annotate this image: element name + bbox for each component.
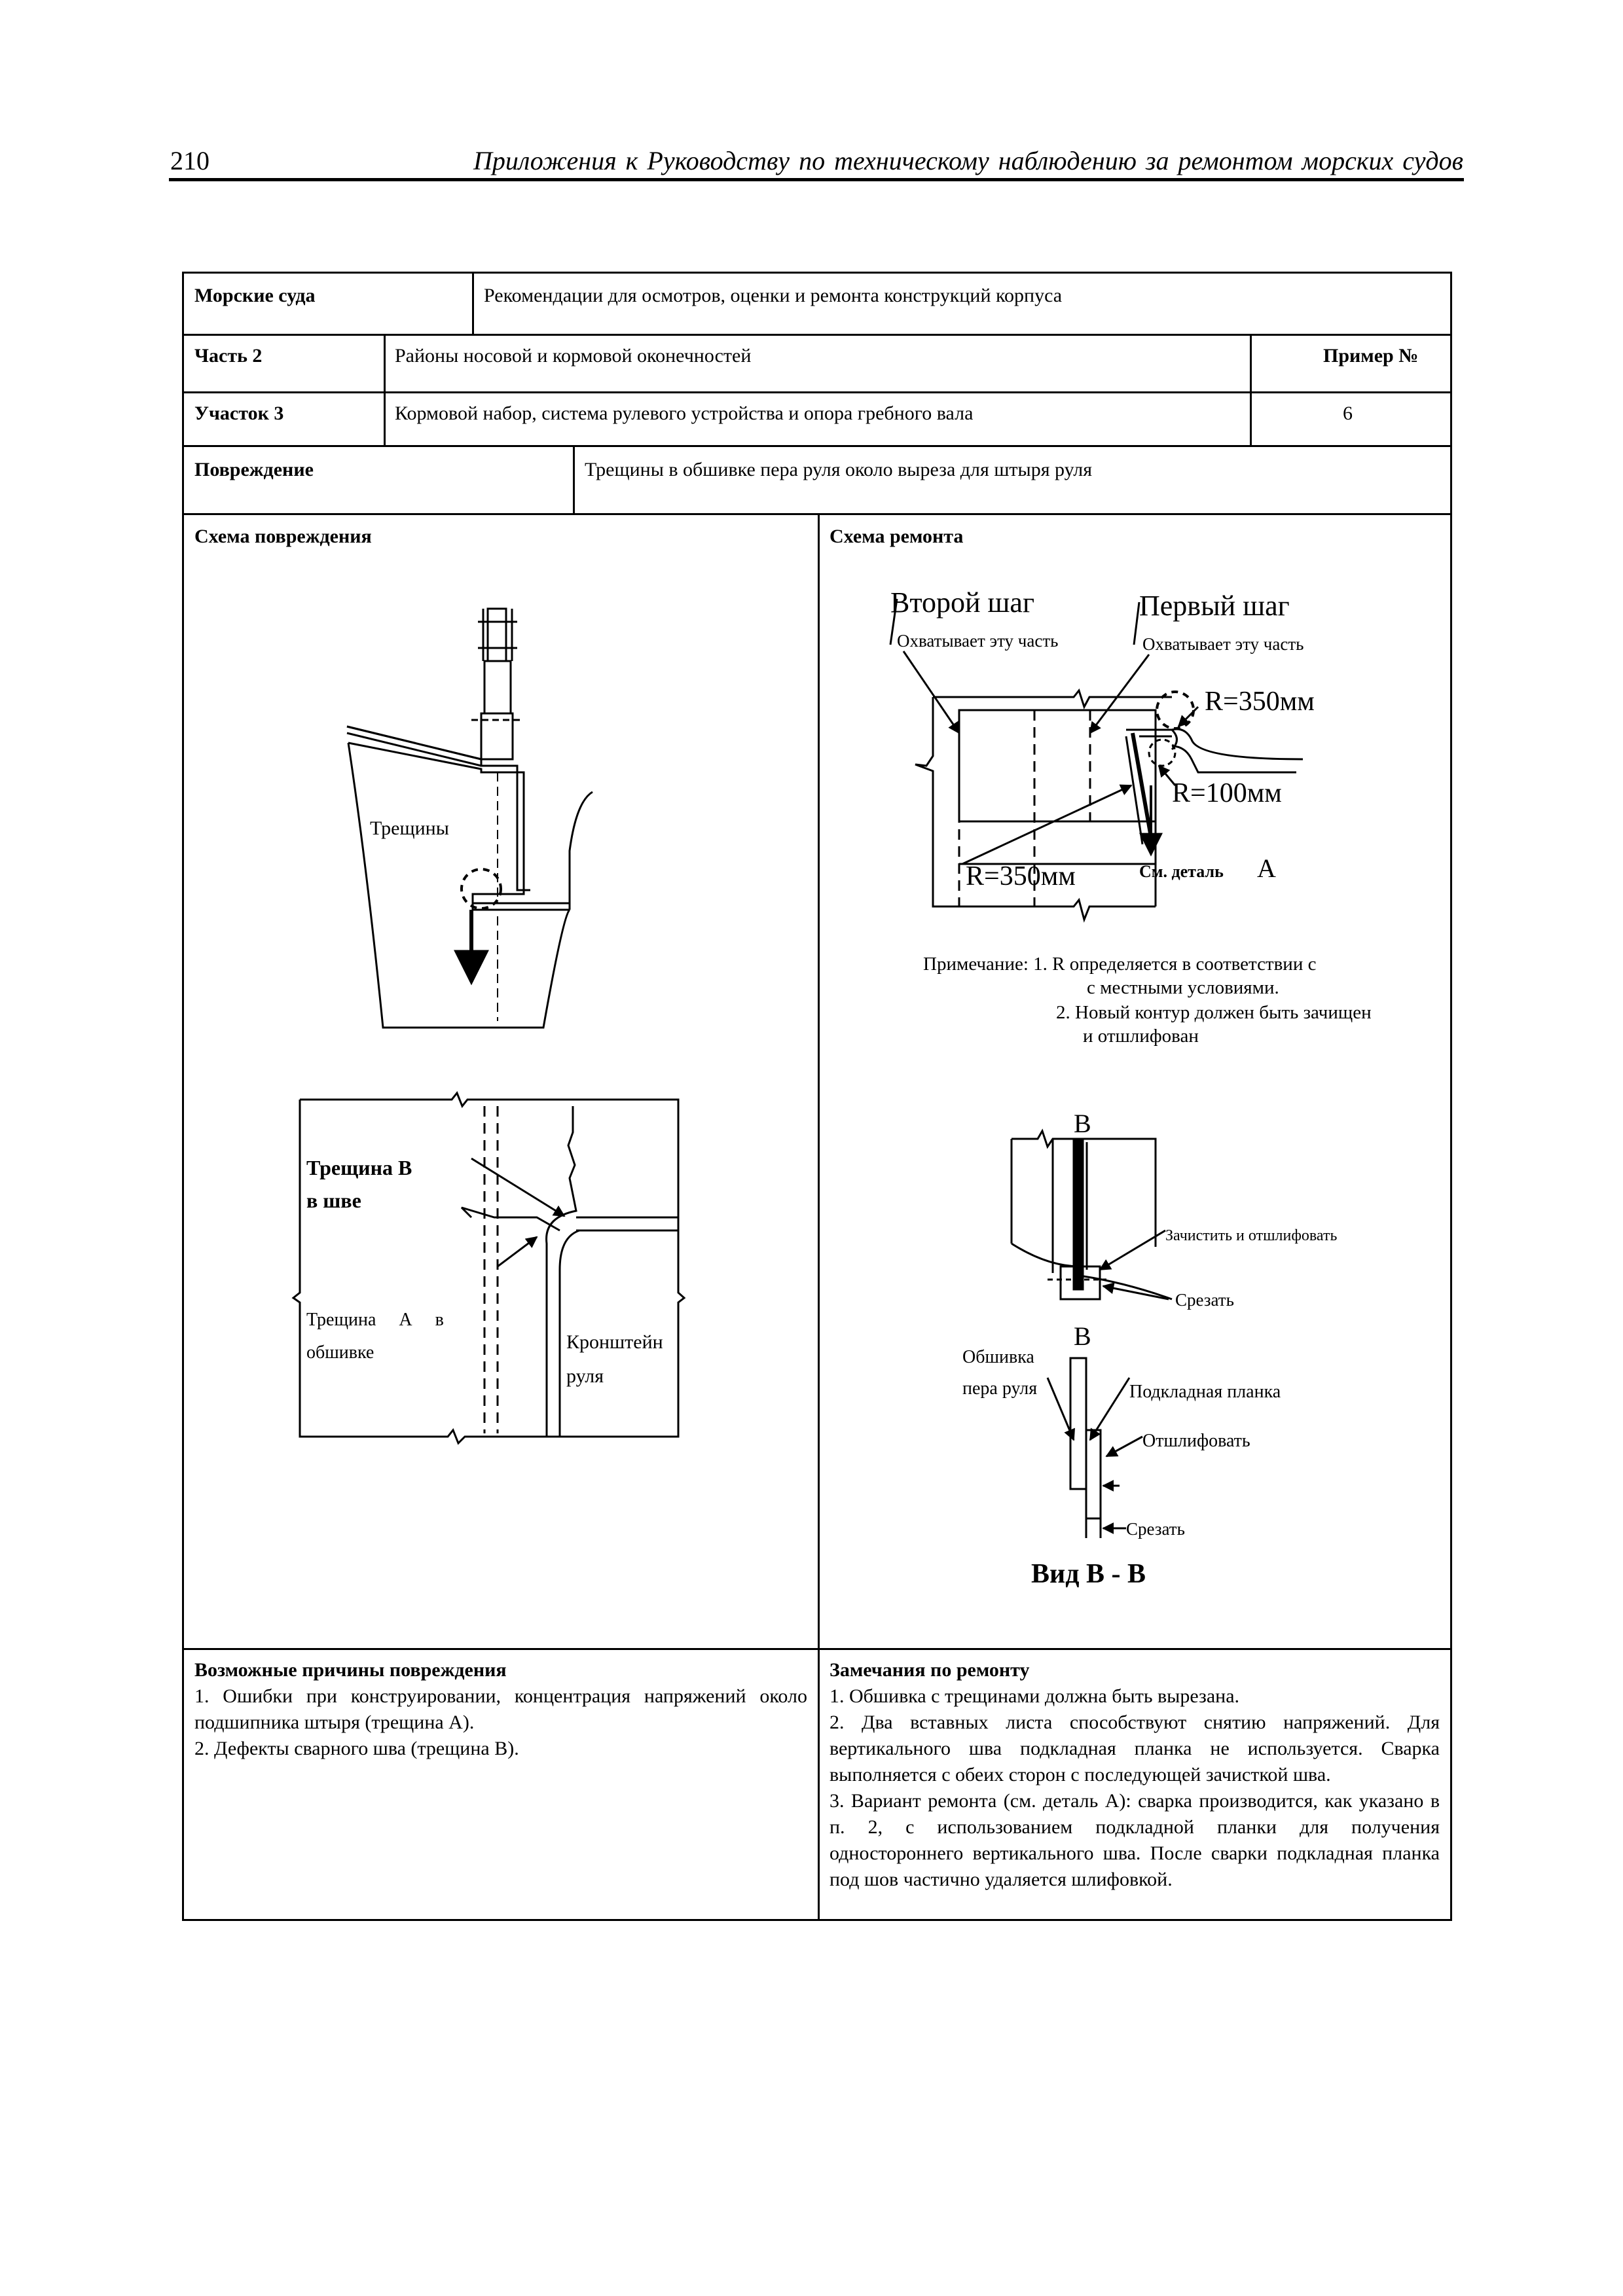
crack-b-label-1: Трещина В xyxy=(306,1156,412,1179)
part-value: Районы носовой и кормовой оконечностей xyxy=(395,345,752,367)
damage-label: Повреждение xyxy=(194,459,314,480)
backing-strip-label: Подкладная планка xyxy=(1129,1382,1281,1402)
damage-value: Трещины в обшивке пера руля около выреза для штыря руля xyxy=(585,459,1093,480)
causes-item: 1. Ошибки при конструировании, концентрация напряжений около подшипника штыря (трещина А). xyxy=(194,1685,807,1733)
note-1-continued: с местными условиями. xyxy=(1087,977,1279,998)
ships-value: Рекомендации для осмотров, оценки и ремонта конструкций корпуса xyxy=(484,285,1063,306)
crack-detail-sketch xyxy=(293,1093,684,1443)
example-number: 6 xyxy=(1343,403,1353,424)
covers-part-right: Охватывает эту часть xyxy=(1142,634,1304,654)
note-2: 2. Новый контур должен быть зачищен xyxy=(1056,1002,1372,1023)
clean-grind-label: Зачистить и отшлифовать xyxy=(1165,1227,1338,1244)
cut-label-1: Срезать xyxy=(1175,1290,1234,1310)
repair-insert-sketch xyxy=(890,586,1315,920)
section-mark-top: B xyxy=(1074,1109,1091,1138)
section-value: Кормовой набор, система рулевого устройства и опора гребного вала xyxy=(395,403,974,424)
crack-a-label-2: обшивке xyxy=(306,1342,374,1363)
detail-a-letter: A xyxy=(1257,853,1276,883)
radius-350-bottom: R=350мм xyxy=(966,861,1076,891)
radius-100: R=100мм xyxy=(1172,778,1282,808)
rudder-damage-sketch xyxy=(347,609,593,1028)
crack-b-label-2: в шве xyxy=(306,1189,361,1212)
section-bb-sketch xyxy=(962,1109,1337,1589)
skin-label-1: Обшивка xyxy=(962,1347,1034,1367)
repair-notes-item: 2. Два вставных листа способствуют снятию напряжений. Для вертикального шва подкладная планка не используется. Сварка выполняется с обеих сторон с последующей зачисткой шва. xyxy=(830,1712,1440,1785)
note-2-continued: и отшлифован xyxy=(1083,1026,1199,1047)
skin-label-2: пера руля xyxy=(962,1378,1038,1399)
bracket-label-2: руля xyxy=(566,1365,604,1387)
covers-part-left: Охватывает эту часть xyxy=(897,631,1059,651)
repair-scheme-label: Схема ремонта xyxy=(830,526,964,547)
second-step-label: Второй шаг xyxy=(890,586,1034,619)
cut-label-2: Срезать xyxy=(1126,1519,1185,1539)
example-label: Пример № xyxy=(1323,345,1419,367)
crack-a-label-1: Трещина А в xyxy=(306,1310,444,1330)
repair-notes-title: Замечания по ремонту xyxy=(830,1659,1030,1681)
grind-label: Отшлифовать xyxy=(1142,1431,1250,1451)
causes-item: 2. Дефекты сварного шва (трещина В). xyxy=(194,1738,519,1759)
part-label: Часть 2 xyxy=(194,345,263,367)
repair-figure-notes xyxy=(923,954,1372,1047)
note-1: Примечание: 1. R определяется в соответствии с xyxy=(923,954,1317,975)
bracket-label-1: Кронштейн xyxy=(566,1331,663,1353)
causes-title: Возможные причины повреждения xyxy=(194,1659,507,1681)
damage-scheme-label: Схема повреждения xyxy=(194,526,372,547)
view-bb-title: Вид В - В xyxy=(1031,1559,1146,1589)
running-title: Приложения к Руководству по техническому наблюдению за ремонтом морских судов xyxy=(473,146,1463,175)
repair-notes-item: 3. Вариант ремонта (см. деталь А): сварка производится, как указано в п. 2, с использованием подкладной планки для получения одностороннего вертикального шва. После сварки подкладная планка под шов частично удаляется шлифовкой. xyxy=(830,1790,1440,1890)
page-number: 210 xyxy=(170,146,210,175)
repair-notes-item: 1. Обшивка с трещинами должна быть вырезана. xyxy=(830,1685,1240,1707)
first-step-label: Первый шаг xyxy=(1139,590,1290,622)
section-mark-bottom: B xyxy=(1074,1321,1091,1351)
radius-350-top: R=350мм xyxy=(1205,687,1315,717)
ships-label: Морские суда xyxy=(194,285,316,306)
section-label: Участок 3 xyxy=(194,403,284,424)
see-detail-a: См. деталь xyxy=(1139,862,1224,881)
cracks-label: Трещины xyxy=(370,817,449,839)
